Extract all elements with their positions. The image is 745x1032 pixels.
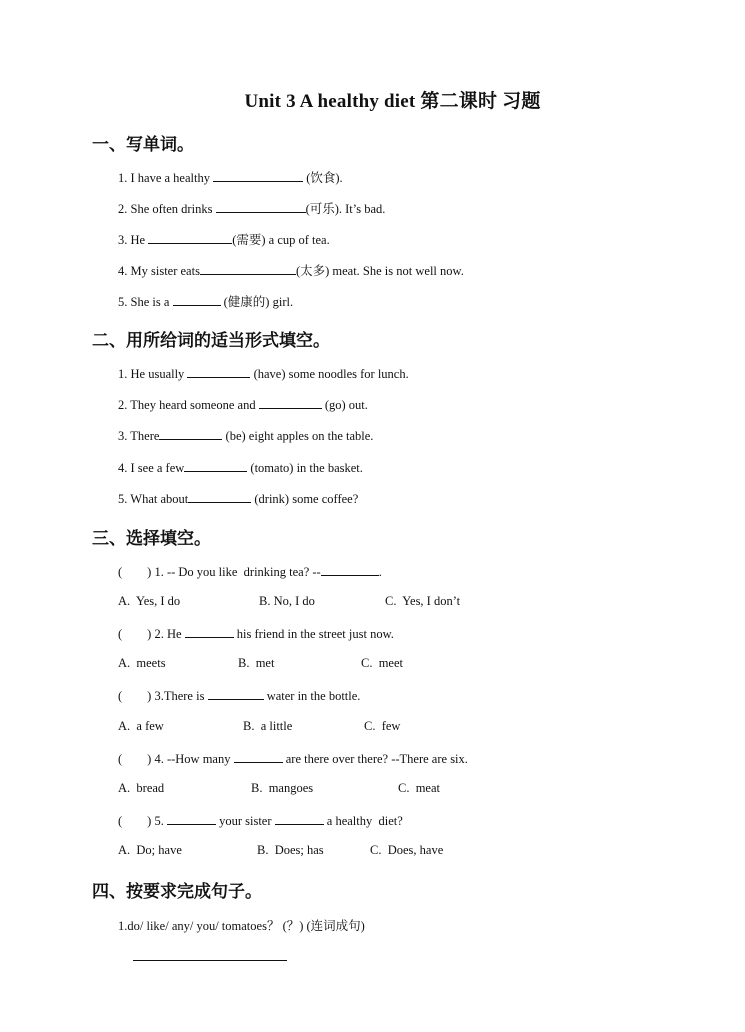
answer-blank[interactable] <box>167 812 216 825</box>
mc-5-option-c[interactable]: C. Does, have <box>370 843 444 857</box>
exercise-1-1: 1. I have a healthy (饮食). <box>118 171 343 185</box>
mc-question-2: ( ) 2. He his friend in the street just now. <box>118 627 394 641</box>
mc-2-option-b[interactable]: B. met <box>238 656 275 670</box>
section-heading-4: 四、按要求完成句子。 <box>92 882 262 902</box>
exercise-2-1: 1. He usually (have) some noodles for lunch. <box>118 367 409 381</box>
page-title: Unit 3 A healthy diet 第二课时 习题 <box>244 91 541 112</box>
mc-4-option-a[interactable]: A. bread <box>118 781 165 795</box>
section-heading-1: 一、写单词。 <box>92 135 194 155</box>
exercise-1-4: 4. My sister eats (太多) meat. She is not well now. <box>118 264 464 278</box>
mc-question-4: ( ) 4. --How many are there over there? --There are six. <box>118 752 468 766</box>
answer-blank[interactable] <box>213 169 303 182</box>
answer-blank[interactable] <box>159 427 222 440</box>
answer-blank[interactable] <box>275 812 324 825</box>
answer-blank[interactable] <box>148 231 232 244</box>
answer-blank[interactable] <box>321 563 379 576</box>
section-heading-2: 二、用所给词的适当形式填空。 <box>92 331 330 351</box>
mc-4-option-b[interactable]: B. mangoes <box>251 781 314 795</box>
mc-3-option-a[interactable]: A. a few <box>118 719 164 733</box>
mc-3-option-b[interactable]: B. a little <box>243 719 293 733</box>
section-heading-3: 三、选择填空。 <box>92 529 211 549</box>
mc-1-option-b[interactable]: B. No, I do <box>259 594 315 608</box>
mc-4-option-c[interactable]: C. meat <box>398 781 441 795</box>
mc-question-3: ( ) 3.There is water in the bottle. <box>118 689 361 703</box>
exercise-2-2: 2. They heard someone and (go) out. <box>118 398 368 412</box>
mc-2-option-c[interactable]: C. meet <box>361 656 404 670</box>
exercise-2-5: 5. What about (drink) some coffee? <box>118 492 359 506</box>
exercise-2-3: 3. There (be) eight apples on the table. <box>118 429 374 443</box>
mc-5-option-a[interactable]: A. Do; have <box>118 843 182 857</box>
answer-blank[interactable] <box>187 365 250 378</box>
mc-3-option-c[interactable]: C. few <box>364 719 401 733</box>
answer-blank[interactable] <box>216 200 306 213</box>
answer-line[interactable] <box>133 960 287 961</box>
mc-1-option-a[interactable]: A. Yes, I do <box>118 594 181 608</box>
answer-blank[interactable] <box>208 687 264 700</box>
exercise-1-3: 3. He (需要) a cup of tea. <box>118 233 330 247</box>
exercise-1-2: 2. She often drinks (可乐). It’s bad. <box>118 202 386 216</box>
mc-question-5: ( ) 5. your sister a healthy diet? <box>118 814 403 828</box>
exercise-1-5: 5. She is a (健康的) girl. <box>118 295 294 309</box>
answer-blank[interactable] <box>234 750 283 763</box>
answer-blank[interactable] <box>259 396 322 409</box>
mc-5-option-b[interactable]: B. Does; has <box>257 843 324 857</box>
answer-blank[interactable] <box>185 625 234 638</box>
answer-blank[interactable] <box>200 262 296 275</box>
answer-blank[interactable] <box>173 293 221 306</box>
mc-1-option-c[interactable]: C. Yes, I don’t <box>385 594 461 608</box>
answer-blank[interactable] <box>184 459 247 472</box>
exercise-2-4: 4. I see a few (tomato) in the basket. <box>118 461 363 475</box>
answer-blank[interactable] <box>188 490 251 503</box>
exercise-4-1: 1.do/ like/ any/ you/ tomatoes？ (？) (连词成句) <box>118 919 365 933</box>
mc-question-1: ( ) 1. -- Do you like drinking tea? -- . <box>118 565 382 579</box>
mc-2-option-a[interactable]: A. meets <box>118 656 166 670</box>
